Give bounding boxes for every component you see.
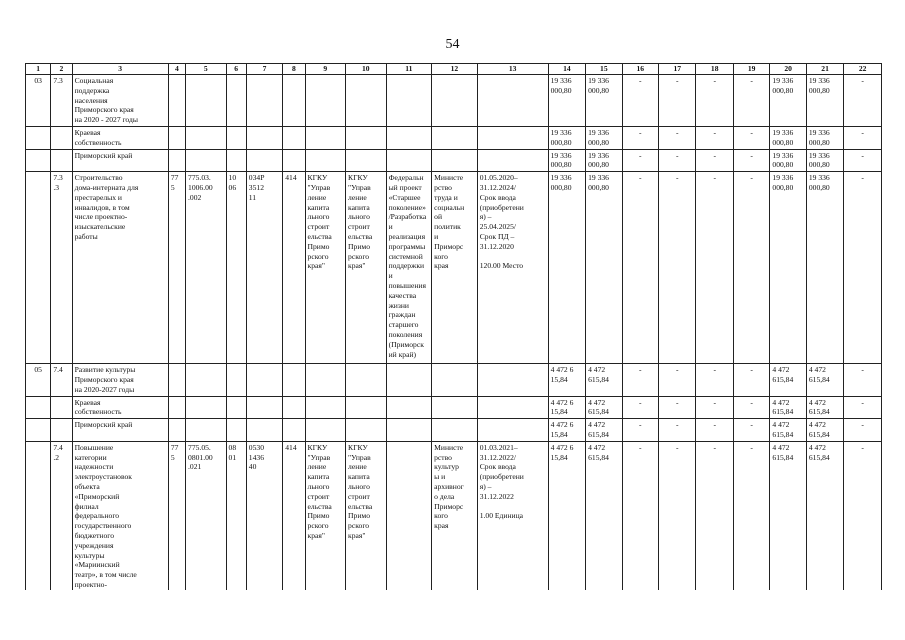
table-cell: Развитие культуры Приморского края на 2020-2027 годы <box>72 364 168 396</box>
table-cell: - <box>696 419 733 442</box>
table-cell: Краевая собственность <box>72 126 168 149</box>
table-cell <box>51 396 72 419</box>
budget-table <box>25 63 882 590</box>
table-cell <box>386 419 432 442</box>
table-cell: 19 336 000,80 <box>586 75 622 127</box>
table-cell <box>432 364 478 396</box>
table-cell <box>386 149 432 172</box>
table-cell <box>26 126 51 149</box>
table-row <box>26 126 882 149</box>
budget-table-wrapper <box>25 63 882 590</box>
header-cell: 3 <box>72 64 168 75</box>
table-cell <box>26 172 51 364</box>
table-cell <box>186 149 227 172</box>
table-cell: 4 472 615,84 <box>586 364 622 396</box>
table-cell: 4 472 615,84 <box>770 364 806 396</box>
table-cell: - <box>844 364 882 396</box>
table-cell: 4 472 615,84 <box>806 419 843 442</box>
table-cell <box>246 364 282 396</box>
table-cell: КГКУ "Управ ление капита льного строит ельства Примо рского края" <box>305 172 346 364</box>
table-cell: - <box>733 441 769 590</box>
table-cell: - <box>622 75 658 127</box>
table-cell <box>226 75 246 127</box>
header-cell: 8 <box>283 64 305 75</box>
table-cell: - <box>844 172 882 364</box>
table-cell <box>477 149 548 172</box>
table-cell: - <box>733 419 769 442</box>
table-cell <box>346 419 387 442</box>
table-cell: 4 472 615,84 <box>770 441 806 590</box>
table-cell <box>305 126 346 149</box>
table-cell: - <box>659 75 696 127</box>
table-cell <box>283 126 305 149</box>
table-cell <box>346 149 387 172</box>
table-cell: Приморский край <box>72 419 168 442</box>
header-row <box>26 64 882 75</box>
header-cell: 19 <box>733 64 769 75</box>
table-cell: - <box>844 441 882 590</box>
header-cell: 11 <box>386 64 432 75</box>
table-cell: - <box>622 126 658 149</box>
table-cell: 414 <box>283 172 305 364</box>
table-row <box>26 75 882 127</box>
table-cell <box>51 149 72 172</box>
table-cell: - <box>696 172 733 364</box>
table-cell <box>246 75 282 127</box>
header-cell: 16 <box>622 64 658 75</box>
table-row <box>26 172 882 364</box>
table-cell: 7.4 .2 <box>51 441 72 590</box>
table-cell: - <box>696 441 733 590</box>
table-cell: - <box>733 364 769 396</box>
table-cell <box>226 396 246 419</box>
table-cell: 03 <box>26 75 51 127</box>
table-cell: - <box>659 172 696 364</box>
table-cell <box>283 396 305 419</box>
table-cell <box>477 126 548 149</box>
table-cell <box>246 396 282 419</box>
table-cell: Федеральн ый проект «Старшее поколение» /Разработка и реализация программы системной поддержки и повышения качества жизни граждан старшего поколения (Приморск ий край) <box>386 172 432 364</box>
table-row <box>26 419 882 442</box>
table-cell: 775.05. 0801.00 .021 <box>186 441 227 590</box>
table-cell: 7.4 <box>51 364 72 396</box>
table-cell: - <box>622 149 658 172</box>
table-cell: 19 336 000,80 <box>770 172 806 364</box>
table-cell <box>305 396 346 419</box>
table-cell: 0530 1436 40 <box>246 441 282 590</box>
table-cell: - <box>844 149 882 172</box>
table-cell: - <box>696 364 733 396</box>
table-cell <box>432 149 478 172</box>
table-cell: - <box>659 364 696 396</box>
table-cell: - <box>622 419 658 442</box>
header-cell: 17 <box>659 64 696 75</box>
header-cell: 13 <box>477 64 548 75</box>
table-cell: 4 472 6 15,84 <box>548 419 585 442</box>
table-cell: 19 336 000,80 <box>770 126 806 149</box>
table-cell: - <box>733 75 769 127</box>
table-cell: 19 336 000,80 <box>806 75 843 127</box>
table-cell <box>346 396 387 419</box>
table-cell <box>346 75 387 127</box>
table-cell: 19 336 000,80 <box>548 149 585 172</box>
table-cell: 19 336 000,80 <box>586 172 622 364</box>
table-cell: 19 336 000,80 <box>586 149 622 172</box>
table-cell: 19 336 000,80 <box>770 149 806 172</box>
table-cell <box>305 75 346 127</box>
table-cell <box>346 364 387 396</box>
table-cell <box>168 419 185 442</box>
table-cell <box>168 396 185 419</box>
table-cell: 01.05.2020– 31.12.2024/ Срок ввода (приобретени я) – 25.04.2025/ Срок ПД – 31.12.2020 120.00 Место <box>477 172 548 364</box>
header-cell: 2 <box>51 64 72 75</box>
table-cell: - <box>844 126 882 149</box>
table-cell <box>186 396 227 419</box>
table-cell: КГКУ "Управ ление капита льного строит ельства Примо рского края" <box>305 441 346 590</box>
table-cell: 4 472 615,84 <box>586 396 622 419</box>
table-cell: Министе рство культур ы и архивног о дела Приморс кого края <box>432 441 478 590</box>
table-cell <box>386 441 432 590</box>
table-cell: 19 336 000,80 <box>548 126 585 149</box>
table-cell: 05 <box>26 364 51 396</box>
header-cell: 4 <box>168 64 185 75</box>
table-cell <box>246 419 282 442</box>
page-number: 54 <box>445 37 460 52</box>
table-cell: 4 472 6 15,84 <box>548 396 585 419</box>
table-cell: - <box>733 172 769 364</box>
table-cell <box>226 149 246 172</box>
table-cell <box>26 419 51 442</box>
table-cell: Приморский край <box>72 149 168 172</box>
table-cell: 4 472 615,84 <box>806 364 843 396</box>
table-row <box>26 396 882 419</box>
table-cell: 4 472 615,84 <box>806 441 843 590</box>
table-cell <box>186 75 227 127</box>
table-cell <box>51 126 72 149</box>
table-cell <box>51 419 72 442</box>
table-cell: - <box>659 149 696 172</box>
table-cell: - <box>696 149 733 172</box>
header-cell: 5 <box>186 64 227 75</box>
table-cell <box>246 149 282 172</box>
header-cell: 20 <box>770 64 806 75</box>
table-cell <box>432 75 478 127</box>
header-cell: 21 <box>806 64 843 75</box>
table-cell: 08 01 <box>226 441 246 590</box>
table-cell <box>346 126 387 149</box>
table-cell: 19 336 000,80 <box>806 149 843 172</box>
header-cell: 22 <box>844 64 882 75</box>
table-cell: 77 5 <box>168 172 185 364</box>
table-cell <box>226 419 246 442</box>
table-cell: - <box>622 172 658 364</box>
table-cell <box>283 419 305 442</box>
table-cell <box>305 149 346 172</box>
table-cell <box>432 126 478 149</box>
table-cell: - <box>659 126 696 149</box>
table-cell: 19 336 000,80 <box>806 172 843 364</box>
table-cell: 77 5 <box>168 441 185 590</box>
table-cell <box>305 419 346 442</box>
table-cell: - <box>844 396 882 419</box>
table-cell <box>26 441 51 590</box>
table-cell <box>168 75 185 127</box>
table-cell <box>168 149 185 172</box>
table-cell: 7.3 .3 <box>51 172 72 364</box>
table-cell <box>386 364 432 396</box>
table-cell: 4 472 615,84 <box>770 396 806 419</box>
table-cell: - <box>733 396 769 419</box>
table-cell: 4 472 615,84 <box>806 396 843 419</box>
table-cell: - <box>659 396 696 419</box>
table-cell <box>477 75 548 127</box>
table-cell <box>26 149 51 172</box>
table-cell <box>432 396 478 419</box>
table-cell: Краевая собственность <box>72 396 168 419</box>
table-cell: 034P 3512 11 <box>246 172 282 364</box>
table-cell: - <box>696 75 733 127</box>
table-cell: - <box>659 441 696 590</box>
table-cell <box>386 126 432 149</box>
table-cell <box>226 126 246 149</box>
table-cell: - <box>622 396 658 419</box>
table-cell: - <box>696 396 733 419</box>
table-cell <box>386 396 432 419</box>
table-cell <box>477 364 548 396</box>
table-cell: 19 336 000,80 <box>548 75 585 127</box>
table-cell <box>186 126 227 149</box>
table-cell: - <box>659 419 696 442</box>
table-cell: - <box>622 364 658 396</box>
table-cell: 19 336 000,80 <box>548 172 585 364</box>
header-cell: 14 <box>548 64 585 75</box>
table-cell: 414 <box>283 441 305 590</box>
table-cell: Повышение категории надежности электроустановок объекта «Приморский филиал федерального государственного бюджетного учреждения культуры «Мариинский театр», в том числе проектно- <box>72 441 168 590</box>
header-cell: 7 <box>246 64 282 75</box>
table-cell: - <box>622 441 658 590</box>
table-cell <box>226 364 246 396</box>
table-cell: 7.3 <box>51 75 72 127</box>
table-cell: 4 472 6 15,84 <box>548 364 585 396</box>
table-cell <box>26 396 51 419</box>
table-cell: Социальная поддержка населения Приморского края на 2020 - 2027 годы <box>72 75 168 127</box>
table-cell: 4 472 615,84 <box>586 441 622 590</box>
table-cell <box>386 75 432 127</box>
header-cell: 18 <box>696 64 733 75</box>
table-cell <box>432 419 478 442</box>
table-cell: 10 06 <box>226 172 246 364</box>
table-cell: - <box>844 75 882 127</box>
table-cell: - <box>844 419 882 442</box>
table-cell: - <box>733 149 769 172</box>
table-row <box>26 149 882 172</box>
table-cell <box>477 419 548 442</box>
table-cell: 19 336 000,80 <box>586 126 622 149</box>
table-cell: 4 472 615,84 <box>770 419 806 442</box>
table-cell: 4 472 615,84 <box>586 419 622 442</box>
table-cell: - <box>696 126 733 149</box>
table-cell <box>283 364 305 396</box>
header-cell: 15 <box>586 64 622 75</box>
table-body <box>26 64 882 591</box>
table-row <box>26 364 882 396</box>
table-cell: Министе рство труда и социальн ой политик и Приморс кого края <box>432 172 478 364</box>
header-cell: 1 <box>26 64 51 75</box>
table-cell: 19 336 000,80 <box>770 75 806 127</box>
table-cell <box>168 126 185 149</box>
header-cell: 10 <box>346 64 387 75</box>
table-cell: Строительство дома-интерната для престарелых и инвалидов, в том числе проектно- изыскательские работы <box>72 172 168 364</box>
header-cell: 9 <box>305 64 346 75</box>
table-cell <box>168 364 185 396</box>
table-cell: КГКУ "Управ ление капита льного строит ельства Примо рского края" <box>346 172 387 364</box>
table-cell <box>186 419 227 442</box>
header-cell: 6 <box>226 64 246 75</box>
table-cell <box>186 364 227 396</box>
table-cell: - <box>733 126 769 149</box>
table-cell: 775.03. 1006.00 .002 <box>186 172 227 364</box>
table-row <box>26 441 882 590</box>
table-cell <box>246 126 282 149</box>
table-cell: 01.03.2021– 31.12.2022/ Срок ввода (приобретени я) – 31.12.2022 1.00 Единица <box>477 441 548 590</box>
header-cell: 12 <box>432 64 478 75</box>
table-cell: 4 472 6 15,84 <box>548 441 585 590</box>
table-cell <box>305 364 346 396</box>
table-cell: 19 336 000,80 <box>806 126 843 149</box>
table-cell <box>283 149 305 172</box>
table-cell <box>283 75 305 127</box>
table-cell: КГКУ "Управ ление капита льного строит ельства Примо рского края" <box>346 441 387 590</box>
table-cell <box>477 396 548 419</box>
